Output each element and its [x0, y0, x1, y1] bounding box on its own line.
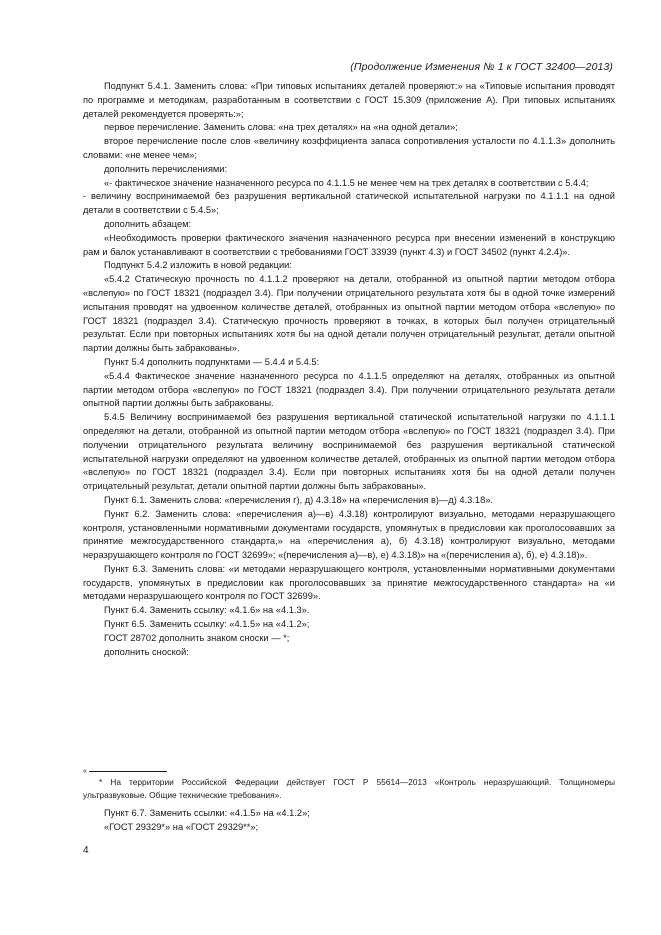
- paragraph: Пункт 6.4. Заменить ссылку: «4.1.6» на «4.1.3».: [104, 605, 310, 616]
- paragraph: Подпункт 5.4.2 изложить в новой редакции:: [104, 260, 292, 271]
- running-header: (Продолжение Изменения № 1 к ГОСТ 32400—2013): [350, 61, 613, 73]
- paragraph: «5.4.2 Статическую прочность по 4.1.1.2 проверяют на детали, отобранной из опытной партии методом отбора «вслепую» по ГОСТ 18321 (подраздел 3.4). При получении отрицательного результата хотя бы в одной точке измерений испытания проводят на удвоенном количестве деталей, отобранных из опытной партии методом отбора «вслепую» по ГОСТ 18321 (подраздел 3.4). Статическую прочность проверяют в точках, в которых был получен отрицательный результат. Если при повторных испытаниях хотя бы на одной детали получен отрицательный результат, детали опытной партии должны быть забракованы».: [83, 274, 615, 354]
- paragraph: - величину воспринимаемой без разрушения вертикальной статической испытательной нагрузки по 4.1.1.1 на одной детали в соответствии с 5.4.5»;: [83, 191, 615, 216]
- footnote-rule: [83, 766, 615, 776]
- paragraph: Пункт 6.1. Заменить слова: «перечисления г), д) 4.3.18» на «перечисления в)—д) 4.3.18».: [104, 494, 493, 505]
- page-number: 4: [83, 845, 89, 856]
- paragraph: Пункт 6.3. Заменить слова: «и методами неразрушающего контроля, установленными нормативными документами государств, упомянутых в предисловии как проголосовавших за принятие межгосударственного стандарта» на «и методами неразрушающего контроля по ГОСТ 32699».: [83, 563, 615, 602]
- paragraph: ГОСТ 28702 дополнить знаком сноски — *;: [104, 632, 290, 643]
- paragraph: дополнить абзацем:: [104, 218, 192, 229]
- paragraph: дополнить перечислениями:: [104, 163, 228, 174]
- footnote-quote-mark: «: [83, 767, 87, 775]
- paragraph: «Необходимость проверки фактического значения назначенного ресурса при внесении изменений в конструкцию рам и балок устанавливают в соответствии с требованиями ГОСТ 33939 (пункт 4.3) и ГОСТ 34502 (пункт 4.2.4)».: [83, 232, 615, 257]
- footnote-block: [83, 766, 615, 801]
- paragraph: «5.4.4 Фактическое значение назначенного ресурса по 4.1.1.5 определяют на деталях, отобранных из опытной партии методом отбора «вслепую» по ГОСТ 18321 (подраздел 3.4). При получении отрицательного результата детали опытной партии должны быть забракованы.: [83, 370, 615, 409]
- footnote-text: * На территории Российской Федерации действует ГОСТ Р 55614—2013 «Контроль неразрушающий. Толщиномеры ультразвуковые. Общие технические требования».: [83, 777, 615, 800]
- paragraph: «ГОСТ 29329*» на «ГОСТ 29329**»;: [104, 821, 259, 832]
- paragraph: Пункт 6.5. Заменить ссылку: «4.1.5» на «4.1.2»;: [104, 619, 310, 630]
- document-body-continued: [83, 807, 615, 835]
- paragraph: «- фактическое значение назначенного ресурса по 4.1.1.5 не менее чем на трех деталях в соответствии с 5.4.4;: [104, 177, 589, 188]
- paragraph: дополнить сноской:: [104, 646, 189, 657]
- paragraph: Пункт 6.2. Заменить слова: «перечисления а)—в) 4.3.18) контролируют визуально, методами неразрушающего контроля, установленными нормативными документами государств, упомянутых в предисловии как проголосовавших за принятие межгосударственного стандарта,» на «перечисления а), б) 4.3.18) контролируют визуально, методами неразрушающего контроля по ГОСТ 32699»; «(перечисления а)—в), е) 4.3.18)» на «(перечисления а), б), е) 4.3.18)».: [83, 508, 615, 561]
- paragraph: Пункт 5.4 дополнить подпунктами — 5.4.4 и 5.4.5:: [104, 356, 320, 367]
- paragraph: Пункт 6.7. Заменить ссылки: «4.1.5» на «4.1.2»;: [104, 808, 310, 818]
- paragraph: второе перечисление после слов «величину коэффициента запаса сопротивления усталости по 4.1.1.3» дополнить словами: «не менее чем»;: [83, 136, 615, 160]
- footnote-separator: [89, 771, 167, 772]
- document-body: [83, 80, 615, 659]
- paragraph: первое перечисление. Заменить слова: «на трех деталях» на «на одной детали»;: [104, 122, 458, 133]
- paragraph: Подпункт 5.4.1. Заменить слова: «При типовых испытаниях деталей проверяют:» на «Типовые испытания проводят по программе и методикам, разработанным в соответствии с ГОСТ 15.309 (приложение А). При типовых испытаниях деталей рекомендуется проверять:»;: [83, 81, 615, 119]
- paragraph: 5.4.5 Величину воспринимаемой без разрушения вертикальной статической испытательной нагрузки по 4.1.1.1 определяют на детали, отобранной из опытной партии методом отбора «вслепую» по ГОСТ 18321 (подраздел 3.4). При получении отрицательного результата величину воспринимаемой без разрушения вертикальной статической испытательной нагрузки определяют на удвоенном количестве деталей, отобранных из опытной партии методом отбора «вслепую» по ГОСТ 18321 (подраздел 3.4). Если при повторных испытаниях хотя бы на одной детали получен отрицательный результат, детали опытной партии должны быть забракованы».: [83, 412, 615, 492]
